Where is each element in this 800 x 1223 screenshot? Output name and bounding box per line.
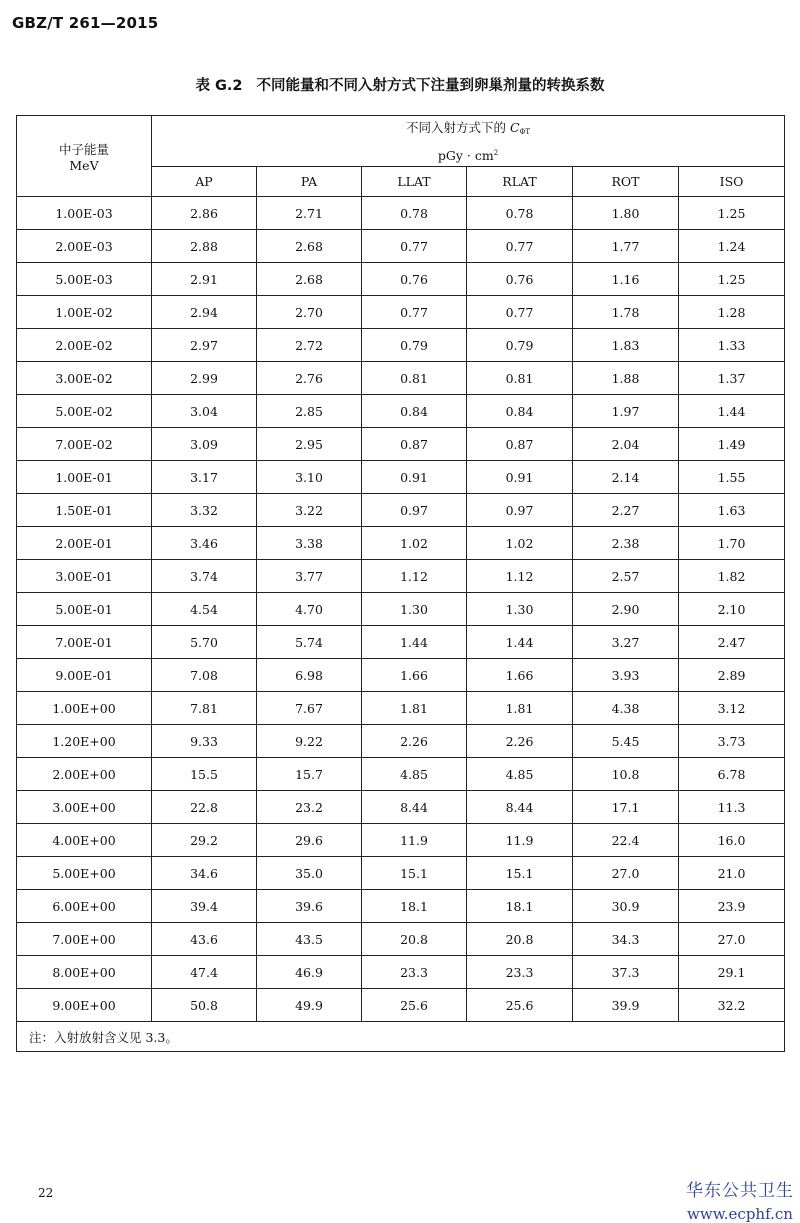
coefficient-cell: 0.76 xyxy=(467,263,573,296)
coefficient-cell: 4.54 xyxy=(152,593,257,626)
energy-cell: 7.00E+00 xyxy=(17,923,152,956)
energy-cell: 5.00E-02 xyxy=(17,395,152,428)
table-row xyxy=(17,824,785,857)
table-row xyxy=(17,560,785,593)
coefficient-cell: 1.66 xyxy=(362,659,467,692)
energy-cell: 8.00E+00 xyxy=(17,956,152,989)
energy-cell: 1.00E-01 xyxy=(17,461,152,494)
table-row xyxy=(17,956,785,989)
table-row xyxy=(17,857,785,890)
coefficient-cell: 2.70 xyxy=(257,296,362,329)
energy-cell: 2.00E+00 xyxy=(17,758,152,791)
energy-cell: 5.00E-03 xyxy=(17,263,152,296)
energy-cell: 2.00E-01 xyxy=(17,527,152,560)
energy-cell: 3.00E+00 xyxy=(17,791,152,824)
coefficient-cell: 2.27 xyxy=(573,494,679,527)
coefficient-unit-exponent: 2 xyxy=(493,148,499,157)
coefficient-cell: 1.25 xyxy=(679,197,785,230)
coefficient-cell: 2.68 xyxy=(257,263,362,296)
coefficient-cell: 3.22 xyxy=(257,494,362,527)
coefficient-cell: 0.84 xyxy=(467,395,573,428)
coefficient-cell: 2.04 xyxy=(573,428,679,461)
coefficient-cell: 2.99 xyxy=(152,362,257,395)
coefficient-unit: pGy · cm xyxy=(437,147,494,163)
energy-cell: 1.50E-01 xyxy=(17,494,152,527)
coefficient-cell: 15.5 xyxy=(152,758,257,791)
energy-cell: 1.00E+00 xyxy=(17,692,152,725)
coefficient-cell: 0.91 xyxy=(362,461,467,494)
coefficient-symbol: C xyxy=(510,119,520,135)
standard-id: GBZ/T 261—2015 xyxy=(12,14,159,32)
coefficient-cell: 1.81 xyxy=(467,692,573,725)
coefficient-cell: 2.26 xyxy=(467,725,573,758)
energy-header-label: 中子能量 xyxy=(58,141,109,157)
coefficient-cell: 1.28 xyxy=(679,296,785,329)
coefficient-cell: 1.80 xyxy=(573,197,679,230)
coefficient-cell: 10.8 xyxy=(573,758,679,791)
energy-cell: 1.20E+00 xyxy=(17,725,152,758)
watermark xyxy=(686,1176,794,1223)
table-row xyxy=(17,593,785,626)
coefficient-cell: 0.77 xyxy=(467,296,573,329)
coefficient-cell: 1.70 xyxy=(679,527,785,560)
coefficient-cell: 2.94 xyxy=(152,296,257,329)
coefficient-cell: 0.77 xyxy=(467,230,573,263)
coefficient-cell: 5.45 xyxy=(573,725,679,758)
table-row xyxy=(17,725,785,758)
coefficient-cell: 43.6 xyxy=(152,923,257,956)
table-row xyxy=(17,791,785,824)
coefficient-cell: 39.9 xyxy=(573,989,679,1022)
table-caption xyxy=(0,74,800,95)
column-header-ap: AP xyxy=(152,167,257,197)
coefficient-cell: 2.89 xyxy=(679,659,785,692)
coefficient-cell: 22.4 xyxy=(573,824,679,857)
coefficient-cell: 1.12 xyxy=(362,560,467,593)
energy-cell: 4.00E+00 xyxy=(17,824,152,857)
coefficient-cell: 39.4 xyxy=(152,890,257,923)
coefficient-cell: 32.2 xyxy=(679,989,785,1022)
column-header-iso: ISO xyxy=(679,167,785,197)
coefficient-cell: 1.37 xyxy=(679,362,785,395)
coefficient-cell: 2.97 xyxy=(152,329,257,362)
coefficient-cell: 3.27 xyxy=(573,626,679,659)
energy-cell: 2.00E-03 xyxy=(17,230,152,263)
conversion-coefficient-table xyxy=(16,115,785,1052)
coefficient-cell: 2.57 xyxy=(573,560,679,593)
coefficient-cell: 2.86 xyxy=(152,197,257,230)
coefficient-cell: 1.88 xyxy=(573,362,679,395)
coefficient-cell: 2.14 xyxy=(573,461,679,494)
table-row xyxy=(17,263,785,296)
coefficient-cell: 0.79 xyxy=(362,329,467,362)
coefficient-cell: 1.02 xyxy=(467,527,573,560)
coefficient-cell: 0.78 xyxy=(362,197,467,230)
coefficient-cell: 0.87 xyxy=(362,428,467,461)
table-row xyxy=(17,428,785,461)
coefficient-cell: 3.12 xyxy=(679,692,785,725)
watermark-url: www.ecphf.cn xyxy=(687,1205,793,1223)
group-header xyxy=(152,116,785,167)
coefficient-cell: 15.1 xyxy=(467,857,573,890)
coefficient-cell: 29.1 xyxy=(679,956,785,989)
table-row xyxy=(17,296,785,329)
coefficient-cell: 2.76 xyxy=(257,362,362,395)
column-header-pa: PA xyxy=(257,167,362,197)
coefficient-cell: 3.32 xyxy=(152,494,257,527)
table-note: 注：入射放射含义见 3.3。 xyxy=(17,1022,785,1052)
coefficient-cell: 0.76 xyxy=(362,263,467,296)
coefficient-cell: 2.90 xyxy=(573,593,679,626)
coefficient-cell: 1.30 xyxy=(467,593,573,626)
coefficient-cell: 1.16 xyxy=(573,263,679,296)
coefficient-cell: 0.79 xyxy=(467,329,573,362)
coefficient-cell: 9.22 xyxy=(257,725,362,758)
coefficient-cell: 49.9 xyxy=(257,989,362,1022)
coefficient-cell: 11.3 xyxy=(679,791,785,824)
coefficient-cell: 7.08 xyxy=(152,659,257,692)
coefficient-cell: 0.77 xyxy=(362,296,467,329)
energy-cell: 1.00E-03 xyxy=(17,197,152,230)
table-row xyxy=(17,989,785,1022)
energy-cell: 9.00E+00 xyxy=(17,989,152,1022)
coefficient-cell: 0.97 xyxy=(362,494,467,527)
coefficient-cell: 15.7 xyxy=(257,758,362,791)
coefficient-cell: 2.10 xyxy=(679,593,785,626)
table-row xyxy=(17,230,785,263)
coefficient-cell: 1.81 xyxy=(362,692,467,725)
table-row xyxy=(17,197,785,230)
coefficient-cell: 2.71 xyxy=(257,197,362,230)
coefficient-cell: 4.85 xyxy=(362,758,467,791)
coefficient-cell: 1.55 xyxy=(679,461,785,494)
coefficient-cell: 5.70 xyxy=(152,626,257,659)
coefficient-cell: 1.25 xyxy=(679,263,785,296)
coefficient-cell: 1.12 xyxy=(467,560,573,593)
coefficient-cell: 3.17 xyxy=(152,461,257,494)
coefficient-cell: 23.9 xyxy=(679,890,785,923)
table-row xyxy=(17,527,785,560)
coefficient-cell: 0.87 xyxy=(467,428,573,461)
coefficient-cell: 1.83 xyxy=(573,329,679,362)
coefficient-cell: 7.67 xyxy=(257,692,362,725)
coefficient-cell: 3.77 xyxy=(257,560,362,593)
coefficient-cell: 23.3 xyxy=(362,956,467,989)
coefficient-cell: 6.78 xyxy=(679,758,785,791)
table-number: 表 G.2 xyxy=(195,78,243,94)
coefficient-cell: 35.0 xyxy=(257,857,362,890)
coefficient-cell: 3.09 xyxy=(152,428,257,461)
coefficient-cell: 4.85 xyxy=(467,758,573,791)
coefficient-cell: 1.82 xyxy=(679,560,785,593)
coefficient-cell: 3.93 xyxy=(573,659,679,692)
coefficient-cell: 1.66 xyxy=(467,659,573,692)
energy-cell: 3.00E-01 xyxy=(17,560,152,593)
coefficient-cell: 2.88 xyxy=(152,230,257,263)
energy-header xyxy=(17,116,152,197)
coefficient-cell: 9.33 xyxy=(152,725,257,758)
energy-cell: 5.00E-01 xyxy=(17,593,152,626)
coefficient-cell: 1.30 xyxy=(362,593,467,626)
coefficient-cell: 1.02 xyxy=(362,527,467,560)
coefficient-cell: 27.0 xyxy=(573,857,679,890)
table-row xyxy=(17,890,785,923)
coefficient-cell: 1.77 xyxy=(573,230,679,263)
coefficient-cell: 21.0 xyxy=(679,857,785,890)
coefficient-cell: 18.1 xyxy=(467,890,573,923)
coefficient-cell: 0.91 xyxy=(467,461,573,494)
coefficient-cell: 11.9 xyxy=(362,824,467,857)
coefficient-cell: 1.63 xyxy=(679,494,785,527)
page-number: 22 xyxy=(38,1186,54,1200)
coefficient-cell: 34.6 xyxy=(152,857,257,890)
coefficient-cell: 8.44 xyxy=(467,791,573,824)
coefficient-cell: 4.70 xyxy=(257,593,362,626)
coefficient-cell: 27.0 xyxy=(679,923,785,956)
coefficient-cell: 0.97 xyxy=(467,494,573,527)
energy-header-unit: MeV xyxy=(69,157,99,173)
coefficient-cell: 2.38 xyxy=(573,527,679,560)
coefficient-cell: 25.6 xyxy=(362,989,467,1022)
energy-cell: 6.00E+00 xyxy=(17,890,152,923)
energy-cell: 7.00E-01 xyxy=(17,626,152,659)
coefficient-cell: 1.49 xyxy=(679,428,785,461)
coefficient-cell: 20.8 xyxy=(467,923,573,956)
coefficient-cell: 1.33 xyxy=(679,329,785,362)
coefficient-cell: 2.72 xyxy=(257,329,362,362)
coefficient-cell: 3.74 xyxy=(152,560,257,593)
table-row xyxy=(17,395,785,428)
coefficient-cell: 43.5 xyxy=(257,923,362,956)
table-row xyxy=(17,362,785,395)
table-row xyxy=(17,692,785,725)
coefficient-cell: 2.95 xyxy=(257,428,362,461)
coefficient-cell: 23.2 xyxy=(257,791,362,824)
coefficient-cell: 50.8 xyxy=(152,989,257,1022)
coefficient-cell: 0.77 xyxy=(362,230,467,263)
coefficient-cell: 29.6 xyxy=(257,824,362,857)
coefficient-cell: 1.24 xyxy=(679,230,785,263)
coefficient-cell: 22.8 xyxy=(152,791,257,824)
coefficient-cell: 39.6 xyxy=(257,890,362,923)
column-header-rot: ROT xyxy=(573,167,679,197)
coefficient-cell: 2.47 xyxy=(679,626,785,659)
column-header-llat: LLAT xyxy=(362,167,467,197)
coefficient-cell: 1.97 xyxy=(573,395,679,428)
energy-cell: 7.00E-02 xyxy=(17,428,152,461)
coefficient-cell: 23.3 xyxy=(467,956,573,989)
table-row xyxy=(17,758,785,791)
coefficient-cell: 8.44 xyxy=(362,791,467,824)
column-header-rlat: RLAT xyxy=(467,167,573,197)
coefficient-cell: 0.84 xyxy=(362,395,467,428)
coefficient-cell: 11.9 xyxy=(467,824,573,857)
coefficient-cell: 30.9 xyxy=(573,890,679,923)
table-row xyxy=(17,626,785,659)
energy-cell: 2.00E-02 xyxy=(17,329,152,362)
group-header-prefix: 不同入射方式下的 xyxy=(406,119,510,135)
table-row xyxy=(17,494,785,527)
coefficient-cell: 46.9 xyxy=(257,956,362,989)
coefficient-cell: 1.44 xyxy=(362,626,467,659)
coefficient-cell: 0.78 xyxy=(467,197,573,230)
table-row xyxy=(17,659,785,692)
coefficient-cell: 2.91 xyxy=(152,263,257,296)
table-row xyxy=(17,329,785,362)
table-row xyxy=(17,923,785,956)
coefficient-cell: 20.8 xyxy=(362,923,467,956)
coefficient-cell: 16.0 xyxy=(679,824,785,857)
coefficient-cell: 1.44 xyxy=(679,395,785,428)
coefficient-cell: 3.73 xyxy=(679,725,785,758)
coefficient-subscript: ΦT xyxy=(519,127,530,136)
coefficient-cell: 7.81 xyxy=(152,692,257,725)
coefficient-cell: 1.44 xyxy=(467,626,573,659)
coefficient-cell: 1.78 xyxy=(573,296,679,329)
coefficient-cell: 17.1 xyxy=(573,791,679,824)
coefficient-cell: 2.26 xyxy=(362,725,467,758)
coefficient-cell: 5.74 xyxy=(257,626,362,659)
energy-cell: 1.00E-02 xyxy=(17,296,152,329)
coefficient-cell: 15.1 xyxy=(362,857,467,890)
coefficient-cell: 3.38 xyxy=(257,527,362,560)
coefficient-cell: 18.1 xyxy=(362,890,467,923)
table-row xyxy=(17,461,785,494)
coefficient-cell: 3.04 xyxy=(152,395,257,428)
coefficient-cell: 2.85 xyxy=(257,395,362,428)
coefficient-cell: 0.81 xyxy=(467,362,573,395)
coefficient-cell: 0.81 xyxy=(362,362,467,395)
coefficient-cell: 4.38 xyxy=(573,692,679,725)
coefficient-cell: 6.98 xyxy=(257,659,362,692)
coefficient-cell: 34.3 xyxy=(573,923,679,956)
coefficient-cell: 37.3 xyxy=(573,956,679,989)
coefficient-cell: 3.46 xyxy=(152,527,257,560)
table-title: 不同能量和不同入射方式下注量到卵巢剂量的转换系数 xyxy=(256,78,605,94)
coefficient-cell: 2.68 xyxy=(257,230,362,263)
watermark-name: 华东公共卫生 xyxy=(686,1181,794,1201)
coefficient-cell: 29.2 xyxy=(152,824,257,857)
coefficient-cell: 3.10 xyxy=(257,461,362,494)
energy-cell: 5.00E+00 xyxy=(17,857,152,890)
coefficient-cell: 47.4 xyxy=(152,956,257,989)
coefficient-cell: 25.6 xyxy=(467,989,573,1022)
energy-cell: 3.00E-02 xyxy=(17,362,152,395)
energy-cell: 9.00E-01 xyxy=(17,659,152,692)
